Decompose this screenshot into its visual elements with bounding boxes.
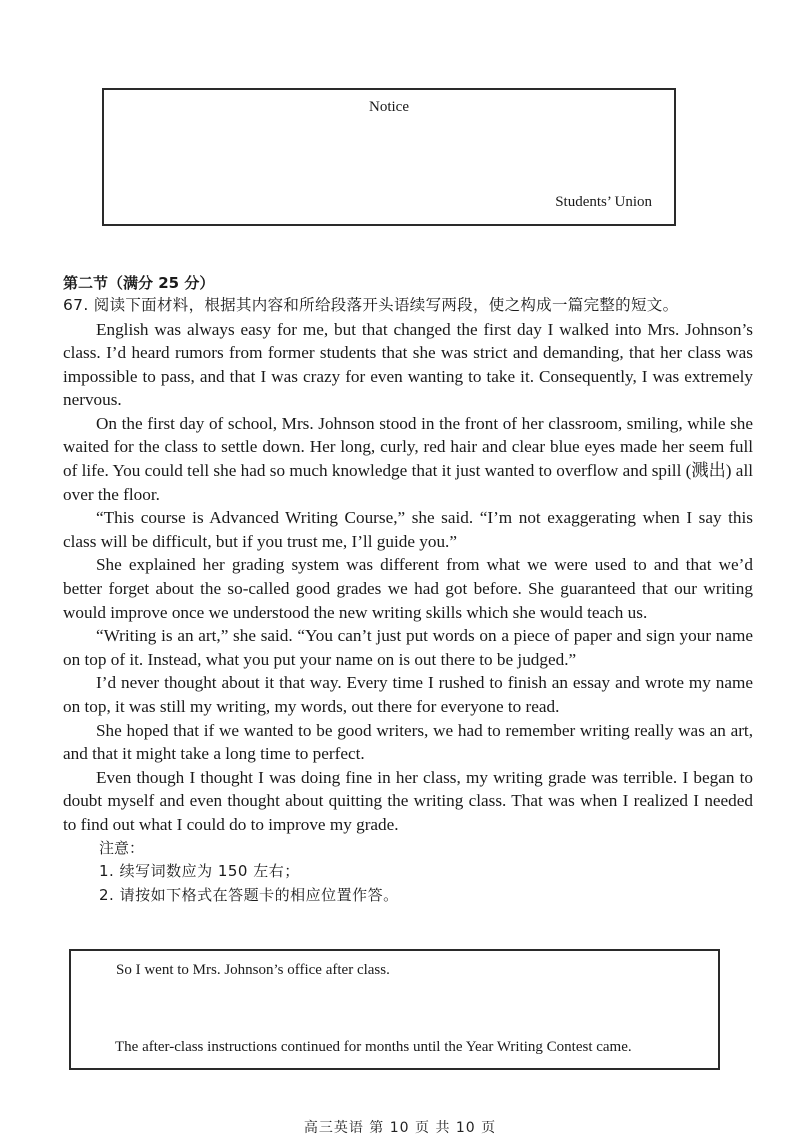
story-paragraph: I’d never thought about it that way. Every time I rushed to finish an essay and wrote my name on top, it was still my writing, my words, out there for everyone to read. (63, 673, 753, 716)
paragraph-opening-1: So I went to Mrs. Johnson’s office after class. (116, 962, 390, 978)
story-paragraph: “This course is Advanced Writing Course,” she said. “I’m not exaggerating when I say this class will be difficult, but if you trust me, I’ll guide you.” (63, 508, 753, 551)
story-paragraph: English was always easy for me, but that changed the first day I walked into Mrs. Johnson’s class. I’d heard rumors from former students that she was strict and demanding, that her class was impossible to pass, and that I was crazy for even wanting to take it. Consequently, I was extremely nervous. (63, 319, 753, 410)
writing-section (63, 272, 753, 907)
story-paragraph: She hoped that if we wanted to be good writers, we had to remember writing really was an art, and that it might take a long time to perfect. (63, 720, 753, 764)
story-paragraph: Even though I thought I was doing fine in her class, my writing grade was terrible. I began to doubt myself and even thought about quitting the writing class. That was when I realized I needed to find out what I could do to improve my grade. (63, 767, 753, 834)
notes-heading: 注意： (99, 838, 145, 857)
story-paragraph: She explained her grading system was different from what we were used to and that we’d better forget about the so-called good grades we had got before. She guaranteed that our writing would improve once we understood the new writing skills which she would teach us. (63, 555, 753, 622)
answer-box (69, 949, 720, 1070)
story-paragraph: “Writing is an art,” she said. “You can’t just put words on a piece of paper and sign your name on top of it. Instead, what you put your name on is out there to be judged.” (63, 626, 753, 669)
notes-item: 1. 续写词数应为 150 左右； (99, 862, 300, 881)
notes (63, 837, 753, 908)
notice-signature: Students’ Union (555, 194, 652, 210)
notes-item: 2. 请按如下格式在答题卡的相应位置作答。 (99, 885, 399, 904)
notice-title: Notice (369, 99, 409, 115)
story-paragraph: On the first day of school, Mrs. Johnson stood in the front of her classroom, smiling, while she waited for the class to settle down. Her long, curly, red hair and clear blue eyes made her seem full of life. You could tell she had so much knowledge that it just wanted to overflow and spill (溅出) all over the floor. (63, 413, 753, 504)
story-passage (63, 318, 753, 837)
section-title: 第二节（满分 25 分） (63, 274, 215, 292)
question-instruction: 67. 阅读下面材料，根据其内容和所给段落开头语续写两段，使之构成一篇完整的短文。 (63, 296, 679, 314)
notice-box (102, 88, 676, 226)
page-footer: 高三英语 第 10 页 共 10 页 (303, 1120, 497, 1136)
paragraph-opening-2: The after-class instructions continued for months until the Year Writing Contest came. (115, 1039, 632, 1055)
